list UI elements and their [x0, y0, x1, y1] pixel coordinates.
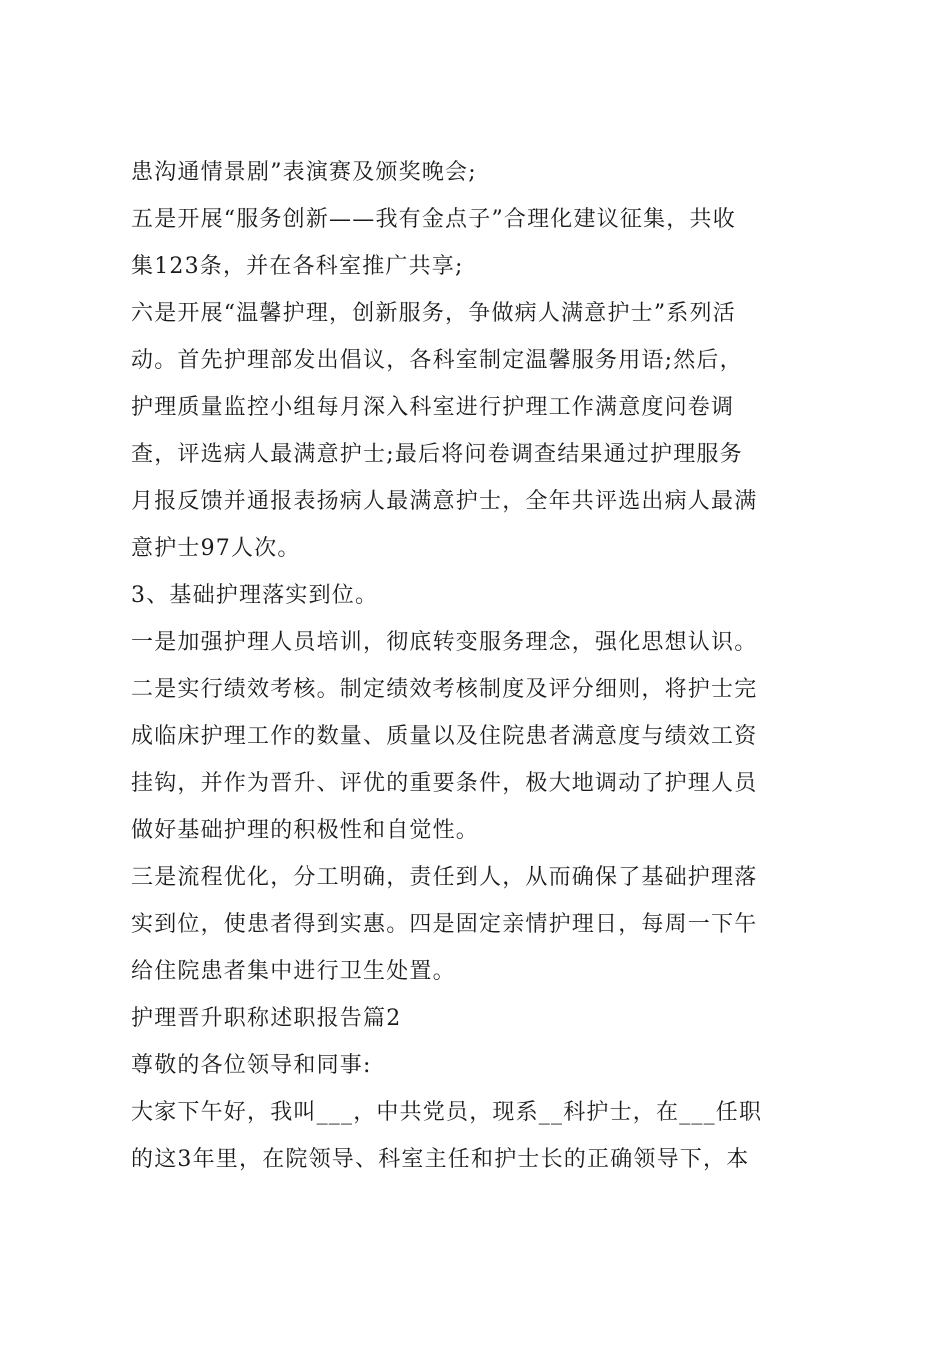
text-line: 挂钩，并作为晋升、评优的重要条件，极大地调动了护理人员 — [131, 771, 758, 796]
section-heading: 3、基础护理落实到位。 — [131, 583, 379, 608]
salutation: 尊敬的各位领导和同事: — [131, 1053, 372, 1078]
text-line: 实到位，使患者得到实惠。四是固定亲情护理日，每周一下午 — [131, 912, 758, 937]
text-line: 的这3年里，在院领导、科室主任和护士长的正确领导下，本 — [131, 1147, 750, 1172]
text-line: 二是实行绩效考核。制定绩效考核制度及评分细则，将护士完 — [131, 677, 758, 702]
text-line: 三是流程优化，分工明确，责任到人，从而确保了基础护理落 — [131, 865, 758, 890]
text-line: 意护士97人次。 — [131, 536, 301, 561]
text-line: 护理质量监控小组每月深入科室进行护理工作满意度问卷调 — [131, 395, 735, 420]
text-line: 成临床护理工作的数量、质量以及住院患者满意度与绩效工资 — [131, 724, 758, 749]
text-line: 动。首先护理部发出倡议，各科室制定温馨服务用语;然后， — [131, 348, 743, 373]
text-line: 五是开展“服务创新——我有金点子”合理化建议征集，共收 — [131, 207, 736, 232]
text-line: 给住院患者集中进行卫生处置。 — [131, 959, 456, 984]
text-line: 患沟通情景剧”表演赛及颁奖晚会; — [131, 160, 477, 185]
text-line: 集123条，并在各科室推广共享; — [131, 254, 464, 279]
report-title: 护理晋升职称述职报告篇2 — [131, 1006, 402, 1031]
text-line: 六是开展“温馨护理，创新服务，争做病人满意护士”系列活 — [131, 301, 736, 326]
document-body — [131, 149, 831, 1183]
text-line: 月报反馈并通报表扬病人最满意护士，全年共评选出病人最满 — [131, 489, 758, 514]
text-line: 大家下午好，我叫___，中共党员，现系__科护士，在___任职 — [131, 1100, 763, 1125]
text-line: 查，评选病人最满意护士;最后将问卷调查结果通过护理服务 — [131, 442, 743, 467]
text-line: 做好基础护理的积极性和自觉性。 — [131, 818, 480, 843]
text-line: 一是加强护理人员培训，彻底转变服务理念，强化思想认识。 — [131, 630, 758, 655]
